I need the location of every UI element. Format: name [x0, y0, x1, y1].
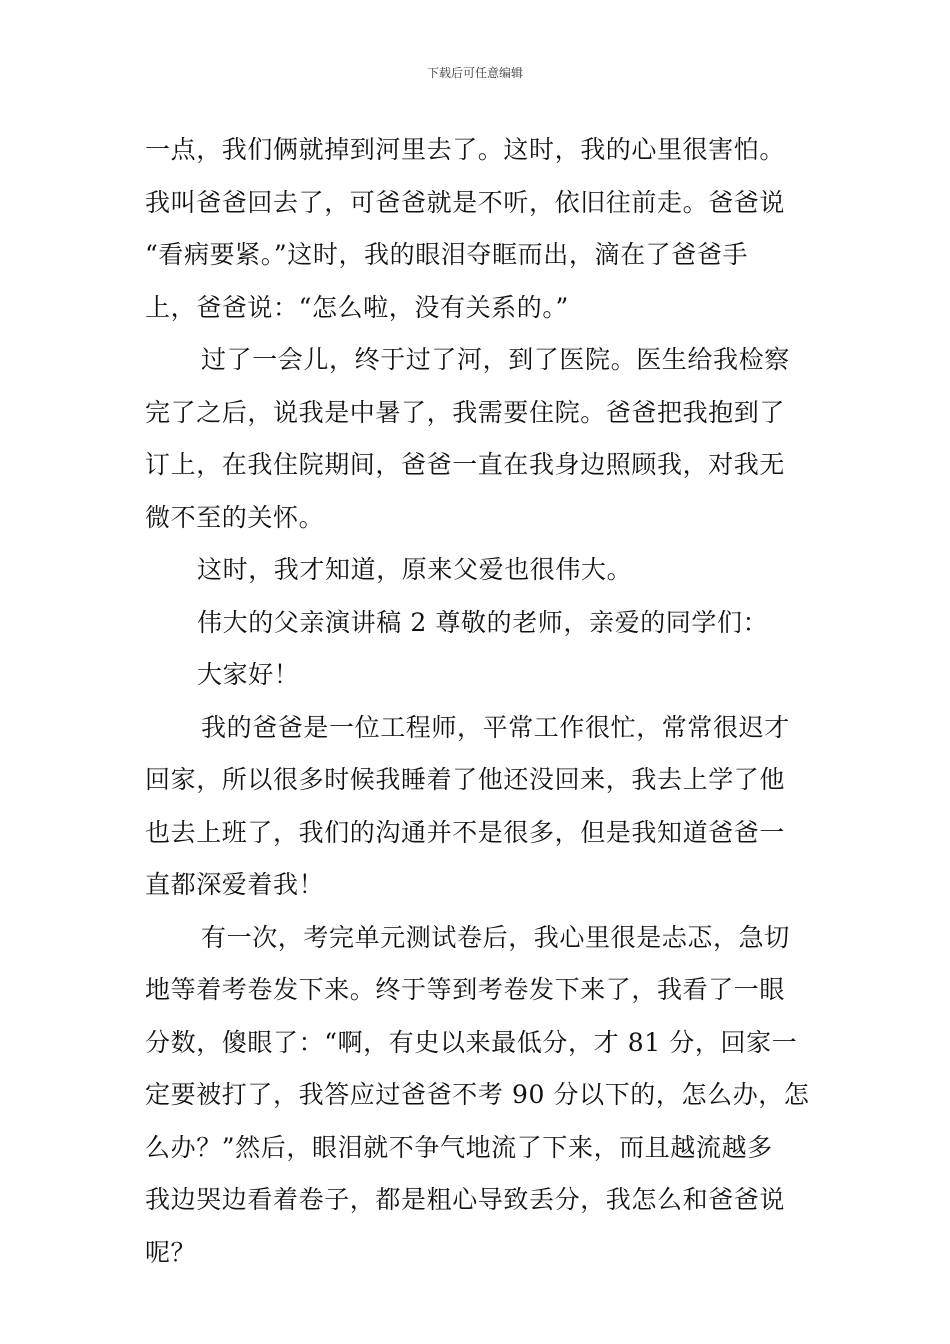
text-line: 微不至的关怀。: [145, 502, 325, 532]
text-line: “看病要紧。”这时，我的眼泪夺眶而出，滴在了爸爸手: [145, 240, 749, 269]
page-header: 下载后可任意编辑: [426, 66, 523, 80]
paragraph-first-line: 过了一会儿，终于过了河，到了医院。医生给我检察: [201, 345, 790, 374]
text-line: 我叫爸爸回去了，可爸爸就是不听，依旧往前走。爸爸说: [145, 187, 786, 217]
text-line: 地等着考卷发下来。终于等到考卷发下来了，我看了一眼: [145, 975, 786, 1004]
text-line: 也去上班了，我们的沟通并不是很多，但是我知道爸爸一: [145, 817, 786, 847]
paragraph-first-line: 我的爸爸是一位工程师，平常工作很忙，常常很迟才: [201, 712, 790, 742]
text-line: 定要被打了，我答应过爸爸不考 90 分以下的，怎么办，怎: [145, 1080, 810, 1109]
text-line: 回家，所以很多时候我睡着了他还没回来，我去上学了他: [145, 765, 786, 794]
document-body: [145, 124, 810, 1279]
greeting-line: 大家好！: [197, 660, 300, 689]
text-line: 一点，我们俩就掉到河里去了。这时，我的心里很害怕。: [145, 135, 786, 164]
text-line: 完了之后，说我是中暑了，我需要住院。爸爸把我抱到了: [145, 397, 786, 427]
text-line: 上，爸爸说：“怎么啦，没有关系的。”: [145, 292, 569, 322]
text-line: 分数，傻眼了：“啊，有史以来最低分，才 81 分，回家一: [145, 1027, 798, 1057]
paragraph-first-line: 有一次，考完单元测试卷后，我心里很是忐忑，急切: [201, 922, 790, 952]
section-heading-line: 伟大的父亲演讲稿 2 尊敬的老师，亲爱的同学们：: [197, 607, 769, 637]
paragraph-first-line: 这时，我才知道，原来父爱也很伟大。: [197, 555, 633, 584]
text-line: 呢？: [145, 1237, 197, 1267]
text-line: 么办？”然后，眼泪就不争气地流了下来，而且越流越多: [145, 1132, 773, 1162]
text-line: 我边哭边看着卷子，都是粗心导致丢分，我怎么和爸爸说: [145, 1185, 786, 1214]
text-line: 订上，在我住院期间，爸爸一直在我身边照顾我，对我无: [145, 450, 786, 479]
text-line: 直都深爱着我！: [145, 870, 325, 899]
